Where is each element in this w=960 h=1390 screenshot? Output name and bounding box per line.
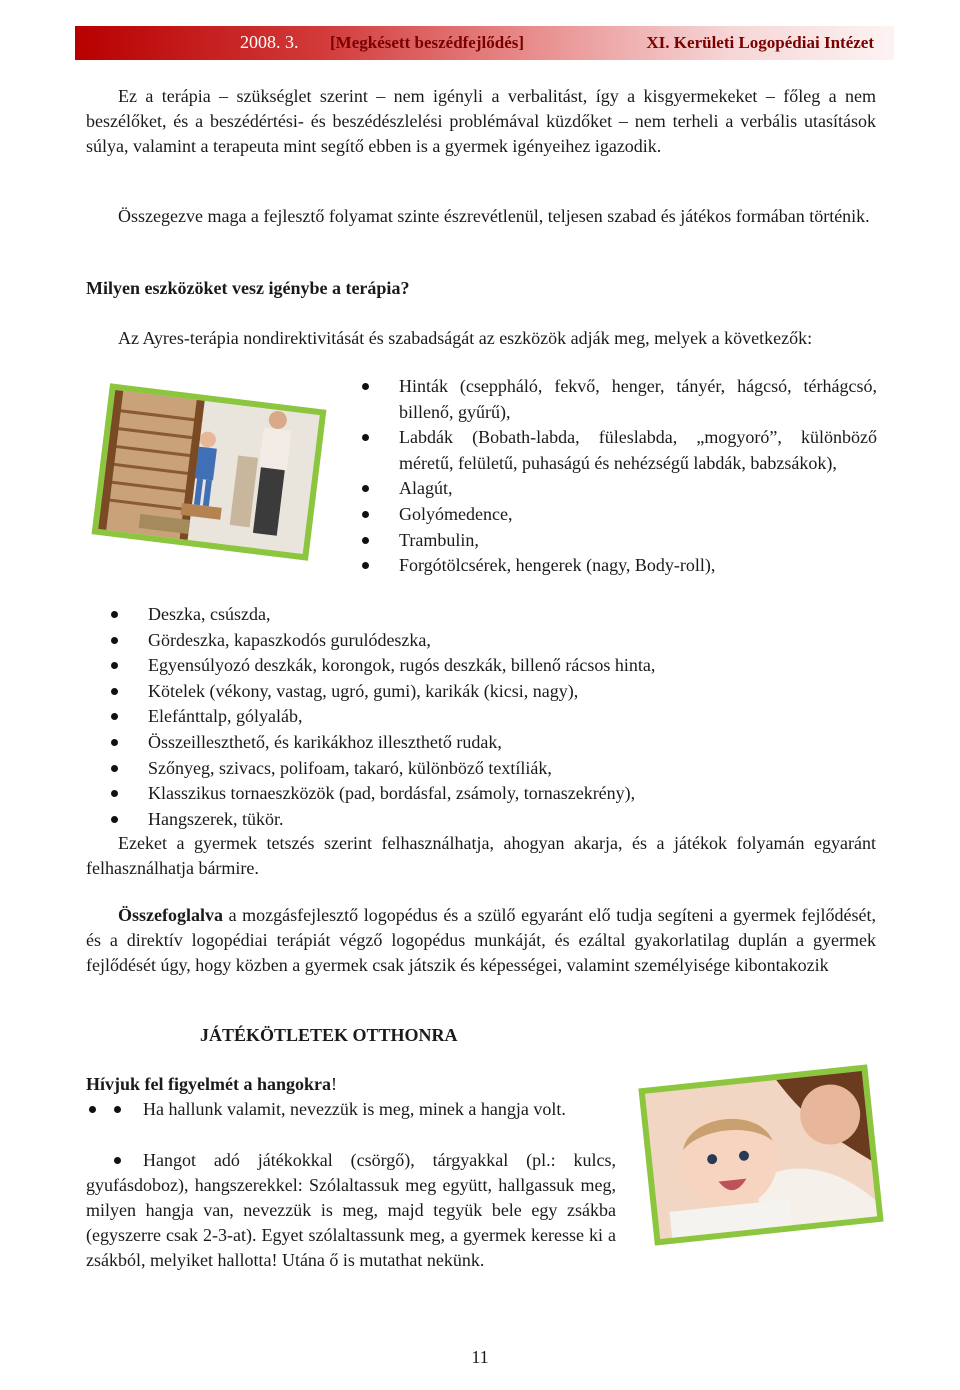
games-item-2-text: Hangot adó játékokkal (csörgő), tárgyakkal (pl.: kulcs, gyufásdoboz), hangszerekkel: Szólaltassuk meg együtt, hallgassuk meg, milyen hangja van, nevezzük is meg, majd tegyük bele egy zsákba (egyszerre csak 2-3-at). Egyet szólaltassunk meg, a gyermek keresse ki a zsákból, melyiket hallotta! Utána ő is mutathat nekünk. (86, 1150, 616, 1270)
tools-list-full (108, 602, 878, 832)
games-item-1-text: Ha hallunk valamit, nevezzük is meg, minek a hangja volt. (143, 1099, 566, 1119)
intro-paragraph-2 (86, 204, 876, 229)
games-title: JÁTÉKÖTLETEK OTTHONRA (200, 1025, 458, 1045)
mother-baby-photo (634, 1062, 888, 1248)
tools-closing-text: Ezeket a gyermek tetszés szerint felhasználhatja, ahogyan akarja, és a játékok folyamán egyaránt felhasználhatja bármire. (86, 833, 876, 878)
summary-lead: Összefoglalva (118, 905, 223, 925)
list-item: Kötelek (vékony, vastag, ugró, gumi), karikák (kicsi, nagy), (108, 679, 878, 705)
list-item: Alagút, (359, 476, 877, 502)
list-item: Gördeszka, kapaszkodós gurulódeszka, (108, 628, 878, 654)
bullet-icon (114, 1106, 121, 1113)
list-item: Összeilleszthető, és karikákhoz illeszthető rudak, (108, 730, 878, 756)
tools-intro-text: Az Ayres-terápia nondirektivitását és szabadságát az eszközök adják meg, melyek a következők: (118, 328, 813, 348)
header-topic: [Megkésett beszédfejlődés] (330, 33, 525, 52)
tools-closing (86, 831, 876, 881)
tools-heading: Milyen eszközöket vesz igénybe a terápia? (86, 278, 410, 298)
page-number: 11 (471, 1347, 489, 1367)
games-subheading-end: ! (331, 1074, 337, 1094)
intro-paragraph-1 (86, 84, 876, 159)
list-item: Trambulin, (359, 528, 877, 554)
bullet-icon (114, 1157, 121, 1164)
games-subheading-bold: Hívjuk fel figyelmét a hangokra (86, 1074, 331, 1094)
list-item: Szőnyeg, szivacs, polifoam, takaró, különböző textíliák, (108, 756, 878, 782)
games-subheading (86, 1072, 626, 1097)
intro-paragraph-1-text: Ez a terápia – szükséglet szerint – nem igényli a verbalitást, így a kisgyermekeket – főleg a nem beszélőket, és a beszédértési- és beszédészlelési problémával küzdőket – nem terheli a verbális utasítások súlya, valamint a terapeuta mint segítő ebben is a gyermek igényeihez igazodik. (86, 86, 876, 156)
games-list-1 (86, 1097, 616, 1123)
list-item: Elefánttalp, gólyaláb, (108, 704, 878, 730)
list-item: Egyensúlyozó deszkák, korongok, rugós deszkák, billenő rácsos hinta, (108, 653, 878, 679)
list-item: Klasszikus tornaeszközök (pad, bordásfal, zsámoly, tornaszekrény), (108, 781, 878, 807)
summary-text: a mozgásfejlesztő logopédus és a szülő egyaránt elő tudja segíteni a gyermek fejlődését, és a direktív logopédiai terápiát végző logopédus munkáját, és ezáltal gyakorlatilag duplán a gyermek fejlődését úgy, hogy közben a gyermek csak játszik és képességei, valamint személyisége kibontakozik (86, 905, 876, 975)
games-item-1 (86, 1097, 616, 1123)
list-item: Hinták (cseppháló, fekvő, henger, tányér, hágcsó, térhágcsó, billenő, gyűrű), (359, 374, 877, 425)
summary-paragraph (86, 903, 876, 978)
list-item: Labdák (Bobath-labda, füleslabda, „mogyoró”, különböző méretű, felületű, puhaságú és nehézségű labdák, babzsákok), (359, 425, 877, 476)
list-item: Forgótölcsérek, hengerek (nagy, Body-roll), (359, 553, 877, 579)
list-item: Golyómedence, (359, 502, 877, 528)
page-header (0, 18, 894, 68)
intro-paragraph-2-text: Összegezve maga a fejlesztő folyamat szinte észrevétlenül, teljesen szabad és játékos formában történik. (118, 206, 870, 226)
list-item: Deszka, csúszda, (108, 602, 878, 628)
header-year: 2008. 3. (240, 32, 299, 52)
tools-list-right (359, 374, 877, 579)
therapy-room-photo (86, 382, 332, 562)
list-item: Hangszerek, tükör. (108, 807, 878, 833)
header-institute: XI. Kerületi Logopédiai Intézet (646, 33, 874, 52)
tools-intro (86, 326, 876, 351)
